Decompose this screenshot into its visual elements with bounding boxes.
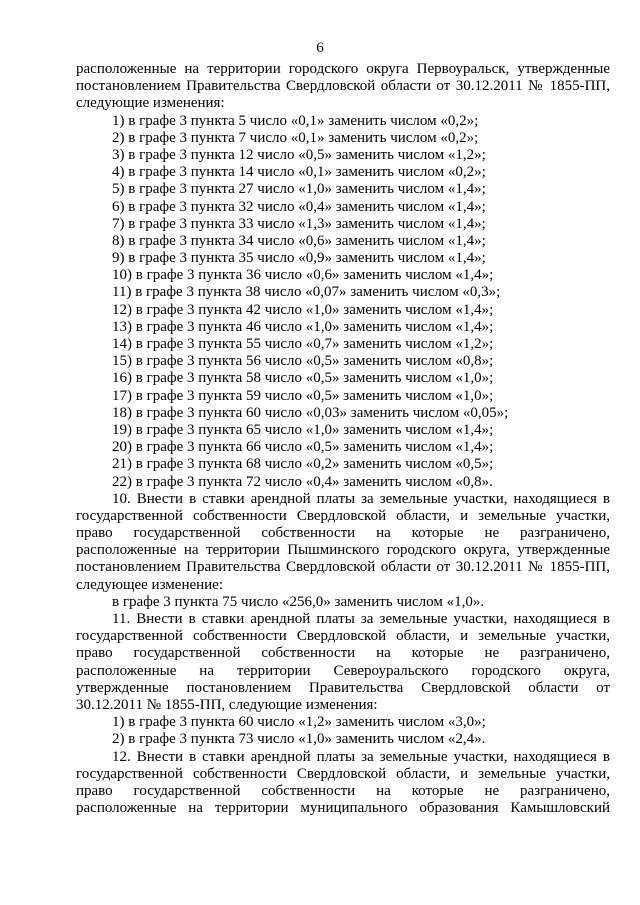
list-item: 1) в графе 3 пункта 5 число «0,1» заменить числом «0,2»; [112, 112, 479, 129]
list-item: 13) в графе 3 пункта 46 число «1,0» заменить числом «1,4»; [112, 318, 494, 335]
list-item: 4) в графе 3 пункта 14 число «0,1» заменить числом «0,2»; [112, 164, 486, 181]
text-line: расположенные на территории Североуральского городского округа, [76, 662, 610, 679]
list-item: 17) в графе 3 пункта 59 число «0,5» заменить числом «1,0»; [112, 387, 494, 404]
text-line: 12. Внести в ставки арендной платы за земельные участки, находящиеся в [112, 748, 610, 765]
list-item: 8) в графе 3 пункта 34 число «0,6» заменить числом «1,4»; [112, 232, 486, 249]
paragraph-12 [76, 749, 610, 818]
text-line: право государственной собственности на которые не разграничено, [76, 645, 610, 662]
list-item: 2) в графе 3 пункта 73 число «1,0» заменить числом «2,4». [112, 731, 486, 748]
page-number: 6 [316, 40, 324, 56]
list-item: 22) в графе 3 пункта 72 число «0,4» заменить числом «0,8». [112, 473, 493, 490]
list-item: 19) в графе 3 пункта 65 число «1,0» заменить числом «1,4»; [112, 421, 494, 438]
text-line: расположенные на территории муниципального образования Камышловский [76, 800, 610, 817]
text-line: следующее изменение: [76, 576, 224, 593]
text-line: постановлением Правительства Свердловской области от 30.12.2011 № 1855-ПП, [76, 559, 610, 576]
text-line: постановлением Правительства Свердловской области от 30.12.2011 № 1855-ПП, [76, 78, 610, 95]
list-item: 14) в графе 3 пункта 55 число «0,7» заменить числом «1,2»; [112, 336, 494, 352]
text-line: государственной собственности Свердловской области, и земельные участки, [76, 765, 610, 782]
text-line: расположенные на территории Пышминского городского округа, утвержденные [76, 542, 610, 559]
list-item: 16) в графе 3 пункта 58 число «0,5» заменить числом «1,0»; [112, 370, 494, 387]
paragraph-10 [76, 491, 610, 611]
list-item: 10) в графе 3 пункта 36 число «0,6» заменить числом «1,4»; [112, 267, 494, 284]
list-item: 3) в графе 3 пункта 12 число «0,5» заменить числом «1,2»; [112, 146, 486, 163]
list-item: 9) в графе 3 пункта 35 число «0,9» заменить числом «1,4»; [112, 250, 486, 267]
text-line: следующие изменения: [76, 95, 225, 112]
list-item: 18) в графе 3 пункта 60 число «0,03» заменить числом «0,05»; [112, 404, 509, 421]
text-line: 11. Внести в ставки арендной платы за земельные участки, находящиеся в [112, 611, 610, 627]
list-item: 1) в графе 3 пункта 60 число «1,2» заменить числом «3,0»; [112, 714, 486, 731]
text-line: 10. Внести в ставки арендной платы за земельные участки, находящиеся в [112, 490, 610, 507]
list-item: 12) в графе 3 пункта 42 число «1,0» заменить числом «1,4»; [112, 301, 494, 318]
text-line: 30.12.2011 № 1855-ПП, следующие изменения: [76, 696, 378, 713]
list-item: 2) в графе 3 пункта 7 число «0,1» заменить числом «0,2»; [112, 129, 479, 146]
list-item: 5) в графе 3 пункта 27 число «1,0» заменить числом «1,4»; [112, 181, 486, 198]
list-item: 15) в графе 3 пункта 56 число «0,5» заменить числом «0,8»; [112, 353, 494, 370]
paragraph-11 [76, 611, 610, 749]
text-line: государственной собственности Свердловской области, и земельные участки, [76, 628, 610, 645]
list-item: 11) в графе 3 пункта 38 число «0,07» заменить числом «0,3»; [112, 284, 501, 301]
list-item: 20) в графе 3 пункта 66 число «0,5» заменить числом «1,4»; [112, 439, 494, 456]
document-body [76, 61, 610, 817]
text-line: право государственной собственности на которые не разграничено, [76, 782, 610, 799]
list-item: 21) в графе 3 пункта 68 число «0,2» заменить числом «0,5»; [112, 456, 494, 473]
changes-list [76, 113, 610, 491]
text-line: государственной собственности Свердловской области, и земельные участки, [76, 507, 610, 524]
text-line: право государственной собственности на которые не разграничено, [76, 525, 610, 542]
intro-paragraph [76, 61, 610, 113]
list-item: в графе 3 пункта 75 число «256,0» заменить числом «1,0». [112, 593, 485, 610]
text-line: расположенные на территории городского округа Первоуральск, утвержденные [76, 61, 610, 77]
text-line: утвержденные постановлением Правительства Свердловской области от [76, 679, 610, 696]
list-item: 7) в графе 3 пункта 33 число «1,3» заменить числом «1,4»; [112, 215, 486, 232]
list-item: 6) в графе 3 пункта 32 число «0,4» заменить числом «1,4»; [112, 198, 486, 215]
